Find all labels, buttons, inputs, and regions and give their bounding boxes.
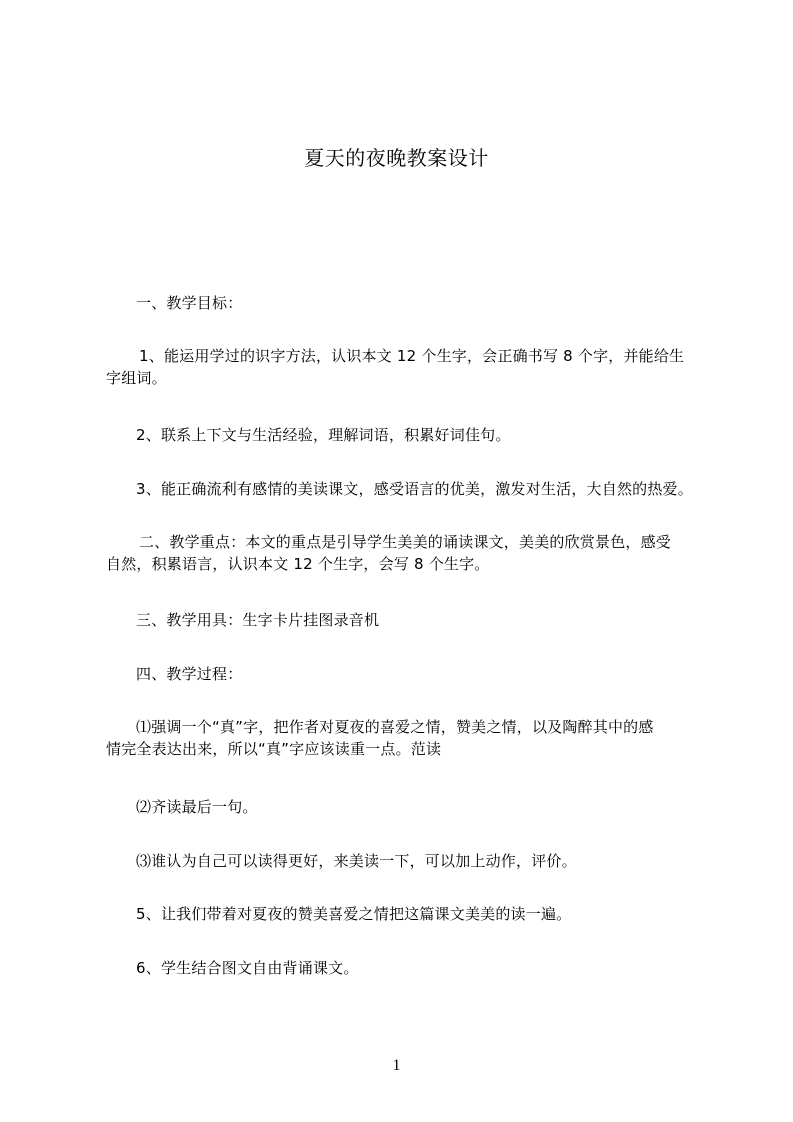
paragraph-process-step-2	[136, 796, 746, 818]
document-title: 夏天的夜晚教案设计	[304, 146, 489, 170]
paragraph-line: 1、能运用学过的识字方法，认识本文 12 个生字，会正确书写 8 个字，并能给生	[139, 347, 685, 365]
paragraph-line: 一、教学目标：	[136, 294, 243, 312]
paragraph-line: 字组词。	[106, 369, 167, 387]
paragraph-section-materials	[136, 609, 746, 631]
paragraph-section-key-points	[106, 531, 716, 575]
page-number: 1	[392, 1057, 401, 1074]
paragraph-section-objectives-heading	[136, 292, 746, 314]
paragraph-objective-1	[106, 345, 716, 389]
paragraph-objective-3	[136, 478, 746, 500]
paragraph-line: 5、让我们带着对夏夜的赞美喜爱之情把这篇课文美美的读一遍。	[136, 905, 572, 923]
paragraph-line: 自然，积累语言，认识本文 12 个生字，会写 8 个生字。	[106, 555, 490, 573]
paragraph-line: 3、能正确流利有感情的美读课文，感受语言的优美，激发对生活，大自然的热爱。	[136, 480, 693, 498]
paragraph-line: ⑶谁认为自己可以读得更好，来美读一下，可以加上动作，评价。	[136, 852, 577, 870]
paragraph-process-step-3	[136, 850, 746, 872]
paragraph-line: 情完全表达出来，所以“真”字应该读重一点。范读	[106, 740, 442, 758]
paragraph-line: 6、学生结合图文自由背诵课文。	[136, 959, 359, 977]
paragraph-section-process-heading	[136, 663, 746, 685]
paragraph-process-step-1	[106, 716, 716, 760]
paragraph-process-step-6	[136, 957, 746, 979]
paragraph-line: 二、教学重点：本文的重点是引导学生美美的诵读课文，美美的欣赏景色，感受	[139, 533, 672, 551]
paragraph-line: ⑵齐读最后一句。	[136, 798, 258, 816]
paragraph-line: 四、教学过程：	[136, 665, 243, 683]
paragraph-line: 2、联系上下文与生活经验，理解词语，积累好词佳句。	[136, 426, 511, 444]
paragraph-objective-2	[136, 424, 746, 446]
paragraph-line: ⑴强调一个“真”字，把作者对夏夜的喜爱之情，赞美之情，以及陶醉其中的感	[136, 718, 654, 736]
paragraph-line: 三、教学用具：生字卡片挂图录音机	[136, 611, 380, 629]
paragraph-process-step-5	[136, 903, 746, 925]
